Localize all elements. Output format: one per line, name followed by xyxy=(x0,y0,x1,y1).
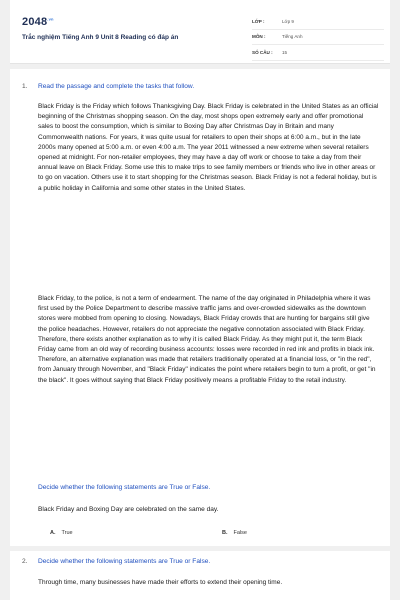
answer-option-a[interactable] xyxy=(50,530,73,536)
divider xyxy=(10,64,390,69)
meta-value: 15 xyxy=(282,49,288,55)
option-letter: A. xyxy=(50,530,56,536)
logo-suffix: .vn xyxy=(47,16,54,22)
meta-value: Tiếng Anh xyxy=(282,34,303,40)
question-1-header xyxy=(22,82,194,91)
meta-value: Lớp 9 xyxy=(282,18,294,24)
option-text: False xyxy=(233,530,247,536)
meta-key: LỚP : xyxy=(252,18,265,24)
answer-option-b[interactable] xyxy=(222,530,247,536)
task-instruction: Decide whether the following statements are True or False. xyxy=(38,484,211,491)
passage-paragraph-2: Black Friday, to the police, is not a term of endearment. The name of the day originated in Philadelphia where it was first used by the Police Department to describe massive traffic jams and over-crowded sidewalks as the downtown stores were mobbed from opening to closing. Nowadays, Black Friday crowds that are hunting for bargains still give the police headaches. However, retailers do not appreciate the negative connotation associated with Black Friday. Therefore, there exists another explanation as to why it is called Black Friday. As they might put it, the term Black Friday came from an old way of recording business accounts: losses were recorded in red ink and profits in black ink. Therefore, an alternative explanation was made that retailers traditionally operated at a financial loss, or "in the red", from January through November, and "Black Friday" indicates the point where retailers begin to turn a profit, or get "in the black". It goes without saying that Black Friday positively means a profitable Friday to the retail industry. xyxy=(38,295,376,384)
meta-key: MÔN : xyxy=(252,34,266,40)
divider xyxy=(10,546,390,551)
site-logo[interactable] xyxy=(22,16,54,28)
header xyxy=(10,0,390,64)
question-instruction: Read the passage and complete the tasks that follow. xyxy=(38,83,195,90)
page xyxy=(10,0,390,600)
option-text: True xyxy=(61,530,73,536)
question-number: 2. xyxy=(22,558,28,565)
meta-key: SỐ CÂU : xyxy=(252,49,273,55)
meta-row-class xyxy=(252,14,384,30)
question-instruction: Decide whether the following statements are True or False. xyxy=(38,558,211,565)
meta-row-count xyxy=(252,45,384,61)
logo-text: 2048 xyxy=(22,16,48,28)
question-statement: Through time, many businesses have made their efforts to extend their opening time. xyxy=(38,579,283,586)
question-statement: Black Friday and Boxing Day are celebrated on the same day. xyxy=(38,506,219,513)
option-letter: B. xyxy=(222,530,228,536)
question-2-header xyxy=(22,557,210,566)
document-title: Trắc nghiệm Tiếng Anh 9 Unit 8 Reading có đáp án xyxy=(22,34,179,41)
passage-paragraph-1: Black Friday is the Friday which follows Thanksgiving Day. Black Friday is celebrated in the United States as an official beginning of the Christmas shopping season. On the day, most shops open extremely early and offer promotional sales to boost the consumption, which is similar to Boxing Day after Christmas Day in Britain and many Commonwealth nations. For years, it was quite usual for retailers to open their shops at 6:00 a.m., but in the late 2000s many opened at 5:00 a.m. or even 4:00 a.m. The year 2011 witnessed a new extreme when several retailers opened at midnight. For non-retailer employees, they may have a day off work or choose to take a day from their annual leave on Black Friday. Some use this to make trips to see family members or friends who live in other areas or to go on vacation. Others use it to start shopping for the Christmas season. Black Friday is not a federal holiday, but is a public holiday in California and some other states in the United States. xyxy=(38,103,379,192)
meta-row-subject xyxy=(252,30,384,46)
meta-table xyxy=(252,14,384,61)
question-number: 1. xyxy=(22,83,28,90)
